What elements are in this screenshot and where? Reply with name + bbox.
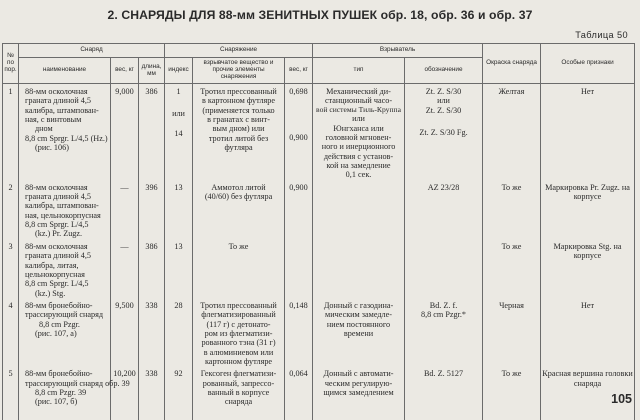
- special-features: Маркировка Stg. на корпусе: [541, 239, 635, 298]
- shell-color: То же: [483, 180, 541, 239]
- fuze-designation: Zt. Z. S/30 или Zt. Z. S/30 Zt. Z. S/30 Fg.: [405, 84, 483, 180]
- header-color: Окраска снаряда: [483, 44, 541, 84]
- header-length: длина, мм: [139, 58, 165, 84]
- row-num: 5: [3, 366, 19, 420]
- fuze-designation: [405, 239, 483, 298]
- charge-index: 13: [165, 239, 193, 298]
- table-header: [3, 44, 635, 84]
- row-num: 1: [3, 84, 19, 180]
- table-row: [3, 180, 635, 239]
- row-num: 4: [3, 298, 19, 366]
- fuze-type: Донный с автомати- ческим регулирую- щимся замедлением: [313, 366, 405, 420]
- page-title: 2. СНАРЯДЫ ДЛЯ 88-мм ЗЕНИТНЫХ ПУШЕК обр. 18, обр. 36 и обр. 37: [0, 8, 640, 22]
- explosive: Тротил прессованный флегматизированный (117 г) с детонато- ром из флегматизи- рованного тэна (31 г) в алюминиевом или картонном футляре: [193, 298, 285, 366]
- special-features: Нет: [541, 84, 635, 180]
- shell-name: 88-мм бронебойно- трассирующий снаряд 8,8 cm Pzgr. (рис. 107, а): [19, 298, 111, 366]
- header-fuze-type: тип: [313, 58, 405, 84]
- shell-name: 88-мм осколочная граната длиной 4,5 калибра, штампован- ная, с винтовым дном 8,8 cm Sprgr. L/4,5 (Hz.) (рис. 106): [19, 84, 111, 180]
- shell-weight: 10,200: [111, 366, 139, 420]
- shell-name: 88-мм бронебойно- трассирующий снаряд обр. 39 8,8 cm Pzgr. 39 (рис. 107, б): [19, 366, 111, 420]
- explosive: Гексоген флегматизи- рованный, запрессо- ванный в корпусе снаряда: [193, 366, 285, 420]
- shell-name: 88-мм осколочная граната длиной 4,5 калибра, штампован- ная, цельнокорпусная 8,8 cm Sprgr. L/4,5 (kz.) Pr. Zugz.: [19, 180, 111, 239]
- special-features: Красная вершина головки снаряда: [541, 366, 635, 420]
- fuze-designation: Bd. Z. 5127: [405, 366, 483, 420]
- table-row: [3, 239, 635, 298]
- fuze-type: [313, 180, 405, 239]
- special-features: Маркировка Pr. Zugz. на корпусе: [541, 180, 635, 239]
- shell-color: То же: [483, 366, 541, 420]
- header-num: № по пор.: [3, 44, 19, 84]
- header-weight: вес, кг: [111, 58, 139, 84]
- table-row: [3, 298, 635, 366]
- explosive-weight: 0,148: [285, 298, 313, 366]
- header-features: Особые признаки: [541, 44, 635, 84]
- shell-length: 338: [139, 366, 165, 420]
- shell-length: 386: [139, 239, 165, 298]
- shell-weight: 9,000: [111, 84, 139, 180]
- explosive-weight: [285, 239, 313, 298]
- special-features: Нет: [541, 298, 635, 366]
- fuze-type: [313, 239, 405, 298]
- explosive: Аммотол литой (40/60) без футляра: [193, 180, 285, 239]
- header-group-fuze: Взрыватель: [313, 44, 483, 58]
- table-body: [3, 84, 635, 420]
- shell-weight: —: [111, 239, 139, 298]
- row-num: 2: [3, 180, 19, 239]
- table-row: [3, 366, 635, 420]
- fuze-type: Механический ди- станционный часо- вой системы Тиль-Круппа или Юнгханса или головной мгновен- ного и инерционного действия с установ- кой на замедление 0,1 сек.: [313, 84, 405, 180]
- header-explosive: взрывчатое вещество и прочие элементы снаряжения: [193, 58, 285, 84]
- explosive: Тротил прессованный в картонном футляре (применяется только в гранатах с винт- вым дном) или тротил литой без футляра: [193, 84, 285, 180]
- page-number: 105: [611, 392, 632, 406]
- fuze-type: Донный с газодина- мическим замедле- нием постоянного времени: [313, 298, 405, 366]
- header-shell-name: наименование: [19, 58, 111, 84]
- charge-index: 92: [165, 366, 193, 420]
- explosive: То же: [193, 239, 285, 298]
- shell-length: 338: [139, 298, 165, 366]
- shell-weight: 9,500: [111, 298, 139, 366]
- charge-index: 28: [165, 298, 193, 366]
- header-index: индекс: [165, 58, 193, 84]
- header-group-charge: Снаряжение: [165, 44, 313, 58]
- shell-color: То же: [483, 239, 541, 298]
- table-row: [3, 84, 635, 180]
- shell-weight: —: [111, 180, 139, 239]
- table-label: Таблица 50: [575, 30, 628, 40]
- row-num: 3: [3, 239, 19, 298]
- charge-index: 1 или 14: [165, 84, 193, 180]
- shell-name: 88-мм осколочная граната длиной 4,5 калибра, литая, цельнокорпусная 8,8 cm Sprgr. L/4,5 (kz.) Stg.: [19, 239, 111, 298]
- explosive-weight: 0,698 0,900: [285, 84, 313, 180]
- fuze-designation: Bd. Z. f. 8,8 cm Pzgr.*: [405, 298, 483, 366]
- header-fuze-designation: обозначение: [405, 58, 483, 84]
- fuze-designation: AZ 23/28: [405, 180, 483, 239]
- charge-index: 13: [165, 180, 193, 239]
- shell-color: Черная: [483, 298, 541, 366]
- header-group-shell: Снаряд: [19, 44, 165, 58]
- shell-color: Желтая: [483, 84, 541, 180]
- shell-length: 386: [139, 84, 165, 180]
- explosive-weight: 0,064: [285, 366, 313, 420]
- shell-length: 396: [139, 180, 165, 239]
- explosive-weight: 0,900: [285, 180, 313, 239]
- header-exp-weight: вес, кг: [285, 58, 313, 84]
- ammo-table: [2, 43, 635, 420]
